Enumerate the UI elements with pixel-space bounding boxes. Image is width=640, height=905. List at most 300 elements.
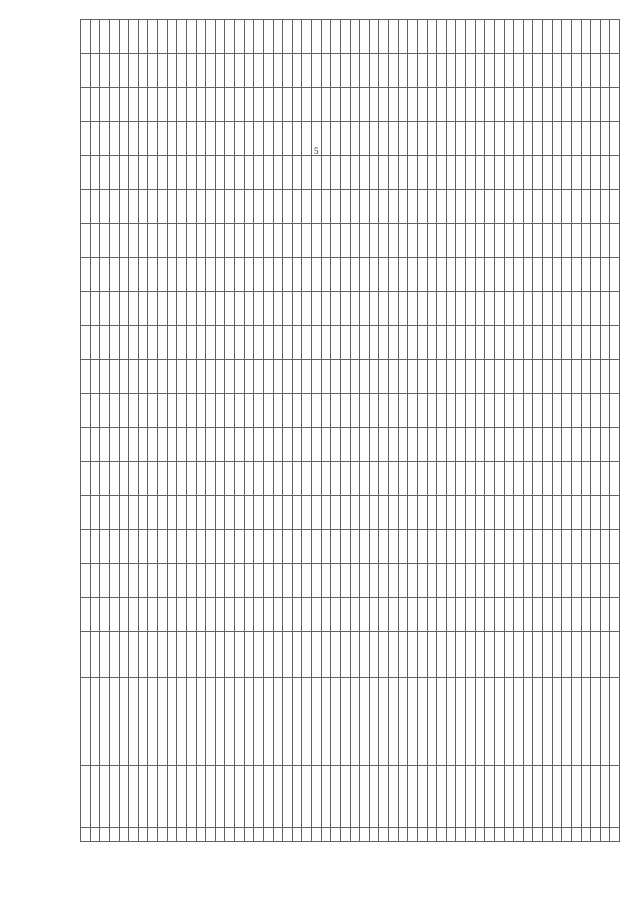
table-cell bbox=[119, 258, 129, 292]
table-row bbox=[610, 20, 620, 842]
table-cell bbox=[148, 190, 158, 224]
table-cell bbox=[206, 530, 216, 564]
table-row bbox=[466, 20, 476, 842]
table-cell bbox=[312, 224, 322, 258]
table-cell bbox=[283, 496, 293, 530]
table-cell bbox=[235, 496, 245, 530]
table-row bbox=[321, 20, 331, 842]
table-cell bbox=[225, 428, 235, 462]
table-cell bbox=[283, 598, 293, 632]
table-cell bbox=[571, 156, 581, 190]
table-cell bbox=[610, 292, 620, 326]
table-cell bbox=[523, 88, 533, 122]
table-row bbox=[283, 20, 293, 842]
table-cell bbox=[273, 224, 283, 258]
table-cell bbox=[225, 190, 235, 224]
table-cell bbox=[446, 530, 456, 564]
table-cell bbox=[485, 156, 495, 190]
table-cell bbox=[523, 156, 533, 190]
table-cell bbox=[254, 292, 264, 326]
table-cell bbox=[167, 190, 177, 224]
table-cell bbox=[148, 394, 158, 428]
table-cell bbox=[581, 326, 591, 360]
table-cell bbox=[138, 122, 148, 156]
table-cell bbox=[408, 394, 418, 428]
table-cell bbox=[331, 462, 341, 496]
table-cell bbox=[312, 766, 322, 828]
table-cell bbox=[494, 360, 504, 394]
table-cell bbox=[263, 326, 273, 360]
table-cell bbox=[600, 258, 610, 292]
table-cell bbox=[283, 678, 293, 766]
table-cell bbox=[340, 258, 350, 292]
table-cell bbox=[552, 394, 562, 428]
table-cell bbox=[523, 632, 533, 678]
table-cell bbox=[138, 88, 148, 122]
table-cell bbox=[206, 88, 216, 122]
table-cell bbox=[129, 326, 139, 360]
table-cell bbox=[504, 564, 514, 598]
table-cell bbox=[504, 326, 514, 360]
table-cell bbox=[206, 678, 216, 766]
table-cell bbox=[273, 54, 283, 88]
table-cell bbox=[100, 394, 110, 428]
table-cell bbox=[331, 360, 341, 394]
table-cell bbox=[292, 292, 302, 326]
table-cell bbox=[514, 766, 524, 828]
table-cell bbox=[302, 766, 312, 828]
table-cell bbox=[158, 632, 168, 678]
table-cell bbox=[167, 156, 177, 190]
table-cell bbox=[331, 632, 341, 678]
table-cell bbox=[485, 292, 495, 326]
table-cell bbox=[398, 224, 408, 258]
table-cell bbox=[81, 462, 91, 496]
table-cell bbox=[504, 156, 514, 190]
table-cell bbox=[360, 292, 370, 326]
table-cell bbox=[562, 88, 572, 122]
table-cell bbox=[206, 598, 216, 632]
table-cell bbox=[562, 54, 572, 88]
table-cell bbox=[514, 462, 524, 496]
table-cell bbox=[398, 530, 408, 564]
table-cell bbox=[273, 828, 283, 842]
table-cell bbox=[340, 292, 350, 326]
table-cell bbox=[543, 828, 553, 842]
table-cell bbox=[466, 496, 476, 530]
table-cell bbox=[225, 828, 235, 842]
table-cell bbox=[437, 190, 447, 224]
table-cell bbox=[379, 326, 389, 360]
table-row bbox=[446, 20, 456, 842]
table-cell bbox=[263, 224, 273, 258]
table-cell bbox=[485, 428, 495, 462]
table-cell bbox=[206, 190, 216, 224]
table-cell bbox=[350, 258, 360, 292]
table-cell bbox=[196, 428, 206, 462]
table-cell bbox=[600, 828, 610, 842]
table-cell bbox=[350, 766, 360, 828]
table-cell bbox=[360, 190, 370, 224]
table-cell bbox=[186, 428, 196, 462]
table-cell bbox=[446, 828, 456, 842]
table-cell bbox=[600, 292, 610, 326]
table-cell bbox=[100, 598, 110, 632]
table-row bbox=[225, 20, 235, 842]
table-cell bbox=[533, 326, 543, 360]
table-cell bbox=[350, 828, 360, 842]
table-cell bbox=[523, 224, 533, 258]
table-cell bbox=[543, 292, 553, 326]
table-cell bbox=[408, 88, 418, 122]
table-cell bbox=[350, 428, 360, 462]
table-cell bbox=[321, 190, 331, 224]
table-cell bbox=[543, 326, 553, 360]
table-cell bbox=[475, 20, 485, 54]
table-cell bbox=[591, 190, 601, 224]
table-cell bbox=[475, 678, 485, 766]
table-cell bbox=[109, 190, 119, 224]
table-cell bbox=[196, 828, 206, 842]
table-cell bbox=[206, 766, 216, 828]
table-cell bbox=[292, 530, 302, 564]
table-cell bbox=[591, 828, 601, 842]
table-cell bbox=[427, 678, 437, 766]
table-cell bbox=[138, 828, 148, 842]
table-row bbox=[129, 20, 139, 842]
table-cell bbox=[100, 224, 110, 258]
table-cell bbox=[456, 20, 466, 54]
table-cell bbox=[244, 326, 254, 360]
table-cell bbox=[312, 632, 322, 678]
table-cell bbox=[398, 190, 408, 224]
table-cell bbox=[244, 360, 254, 394]
table-cell bbox=[186, 564, 196, 598]
table-cell bbox=[562, 326, 572, 360]
table-cell bbox=[263, 598, 273, 632]
table-cell bbox=[398, 394, 408, 428]
table-cell bbox=[417, 496, 427, 530]
table-cell bbox=[158, 122, 168, 156]
table-cell bbox=[446, 496, 456, 530]
table-cell bbox=[571, 122, 581, 156]
table-cell bbox=[562, 530, 572, 564]
table-cell bbox=[408, 828, 418, 842]
table-cell bbox=[263, 258, 273, 292]
table-row bbox=[437, 20, 447, 842]
table-cell bbox=[427, 428, 437, 462]
table-cell bbox=[244, 632, 254, 678]
table-cell bbox=[417, 632, 427, 678]
table-cell bbox=[437, 326, 447, 360]
table-cell bbox=[350, 54, 360, 88]
table-cell bbox=[109, 292, 119, 326]
table-cell bbox=[504, 678, 514, 766]
table-cell bbox=[312, 156, 322, 190]
table-cell bbox=[408, 766, 418, 828]
table-cell bbox=[273, 190, 283, 224]
table-cell bbox=[389, 428, 399, 462]
table-cell bbox=[514, 224, 524, 258]
table-cell bbox=[244, 54, 254, 88]
table-cell bbox=[581, 530, 591, 564]
table-cell bbox=[90, 156, 100, 190]
table-cell bbox=[119, 394, 129, 428]
table-cell bbox=[129, 88, 139, 122]
table-cell bbox=[244, 678, 254, 766]
table-cell bbox=[225, 122, 235, 156]
table-cell bbox=[389, 394, 399, 428]
table-cell bbox=[552, 462, 562, 496]
table-cell bbox=[523, 258, 533, 292]
table-cell bbox=[100, 122, 110, 156]
table-cell bbox=[360, 20, 370, 54]
table-cell bbox=[591, 224, 601, 258]
table-cell bbox=[389, 530, 399, 564]
table-cell bbox=[571, 530, 581, 564]
table-row bbox=[523, 20, 533, 842]
table-cell bbox=[340, 766, 350, 828]
table-cell bbox=[379, 258, 389, 292]
table-cell bbox=[466, 54, 476, 88]
table-cell bbox=[456, 292, 466, 326]
table-cell bbox=[119, 598, 129, 632]
table-cell bbox=[167, 496, 177, 530]
table-cell bbox=[167, 678, 177, 766]
table-cell bbox=[177, 462, 187, 496]
table-cell bbox=[591, 122, 601, 156]
table-cell bbox=[263, 766, 273, 828]
table-cell bbox=[235, 766, 245, 828]
table-cell bbox=[129, 530, 139, 564]
table-cell bbox=[244, 190, 254, 224]
table-row bbox=[235, 20, 245, 842]
table-cell bbox=[321, 496, 331, 530]
table-cell bbox=[321, 292, 331, 326]
table-cell bbox=[167, 394, 177, 428]
table-cell bbox=[90, 360, 100, 394]
table-cell bbox=[571, 678, 581, 766]
table-cell bbox=[408, 462, 418, 496]
table-cell bbox=[437, 360, 447, 394]
table-cell bbox=[254, 598, 264, 632]
table-cell bbox=[177, 496, 187, 530]
table-cell bbox=[109, 428, 119, 462]
table-cell bbox=[186, 88, 196, 122]
table-cell bbox=[600, 632, 610, 678]
table-cell bbox=[446, 598, 456, 632]
table-cell bbox=[119, 766, 129, 828]
table-cell bbox=[206, 292, 216, 326]
table-cell bbox=[350, 88, 360, 122]
table-cell bbox=[129, 632, 139, 678]
table-cell bbox=[571, 428, 581, 462]
table-cell bbox=[340, 224, 350, 258]
table-cell bbox=[398, 122, 408, 156]
table-cell bbox=[581, 258, 591, 292]
table-cell bbox=[562, 496, 572, 530]
table-cell bbox=[581, 598, 591, 632]
table-cell bbox=[446, 462, 456, 496]
table-cell bbox=[389, 598, 399, 632]
table-cell bbox=[321, 20, 331, 54]
table-cell bbox=[543, 88, 553, 122]
table-cell bbox=[263, 190, 273, 224]
table-cell bbox=[485, 766, 495, 828]
table-cell bbox=[186, 678, 196, 766]
table-cell bbox=[514, 258, 524, 292]
table-cell bbox=[466, 828, 476, 842]
table-cell bbox=[379, 360, 389, 394]
table-cell bbox=[379, 462, 389, 496]
table-cell bbox=[360, 678, 370, 766]
table-cell bbox=[417, 766, 427, 828]
table-cell bbox=[369, 564, 379, 598]
table-cell bbox=[427, 156, 437, 190]
table-cell bbox=[100, 530, 110, 564]
table-cell bbox=[263, 530, 273, 564]
table-cell bbox=[408, 54, 418, 88]
table-cell bbox=[100, 462, 110, 496]
table-cell bbox=[119, 292, 129, 326]
table-cell bbox=[446, 394, 456, 428]
table-cell bbox=[215, 54, 225, 88]
table-cell bbox=[427, 632, 437, 678]
table-cell bbox=[206, 428, 216, 462]
table-cell bbox=[456, 530, 466, 564]
table-cell bbox=[100, 428, 110, 462]
table-cell bbox=[196, 224, 206, 258]
table-cell bbox=[591, 598, 601, 632]
table-cell bbox=[379, 496, 389, 530]
table-cell bbox=[177, 766, 187, 828]
table-cell bbox=[456, 428, 466, 462]
table-cell bbox=[427, 766, 437, 828]
table-cell bbox=[138, 224, 148, 258]
table-cell bbox=[417, 20, 427, 54]
table-cell bbox=[235, 20, 245, 54]
table-cell bbox=[235, 54, 245, 88]
table-cell bbox=[494, 394, 504, 428]
table-cell bbox=[196, 292, 206, 326]
table-cell bbox=[331, 122, 341, 156]
table-row bbox=[369, 20, 379, 842]
table-cell bbox=[186, 598, 196, 632]
table-cell bbox=[350, 598, 360, 632]
table-cell bbox=[514, 292, 524, 326]
table-cell bbox=[408, 530, 418, 564]
table-cell bbox=[485, 88, 495, 122]
table-cell bbox=[456, 598, 466, 632]
table-cell bbox=[167, 54, 177, 88]
table-cell bbox=[562, 766, 572, 828]
table-cell bbox=[321, 766, 331, 828]
table-cell bbox=[610, 496, 620, 530]
table-cell bbox=[292, 394, 302, 428]
table-cell bbox=[215, 190, 225, 224]
table-cell bbox=[312, 598, 322, 632]
table-row bbox=[360, 20, 370, 842]
table-cell bbox=[215, 598, 225, 632]
table-cell bbox=[273, 496, 283, 530]
table-cell bbox=[263, 156, 273, 190]
table-cell bbox=[398, 766, 408, 828]
table-cell bbox=[427, 564, 437, 598]
table-cell bbox=[90, 88, 100, 122]
table-cell bbox=[360, 828, 370, 842]
table-cell bbox=[475, 224, 485, 258]
table-cell bbox=[466, 428, 476, 462]
table-cell bbox=[186, 258, 196, 292]
table-cell bbox=[206, 564, 216, 598]
table-cell bbox=[331, 766, 341, 828]
table-cell bbox=[109, 828, 119, 842]
data-table bbox=[80, 19, 620, 842]
table-row bbox=[158, 20, 168, 842]
table-cell bbox=[302, 156, 312, 190]
table-cell bbox=[427, 360, 437, 394]
table-cell bbox=[340, 122, 350, 156]
table-cell bbox=[215, 428, 225, 462]
table-cell bbox=[90, 766, 100, 828]
table-cell bbox=[504, 428, 514, 462]
table-cell bbox=[215, 632, 225, 678]
table-row bbox=[350, 20, 360, 842]
table-cell bbox=[263, 360, 273, 394]
table-cell bbox=[466, 678, 476, 766]
table-cell bbox=[158, 20, 168, 54]
table-cell bbox=[543, 190, 553, 224]
table-row bbox=[408, 20, 418, 842]
table-row bbox=[427, 20, 437, 842]
table-cell bbox=[138, 292, 148, 326]
table-cell bbox=[138, 766, 148, 828]
table-cell bbox=[215, 766, 225, 828]
table-cell bbox=[254, 462, 264, 496]
table-cell bbox=[562, 394, 572, 428]
table-cell bbox=[417, 54, 427, 88]
table-cell bbox=[273, 530, 283, 564]
table-row bbox=[389, 20, 399, 842]
table-cell bbox=[331, 88, 341, 122]
table-cell bbox=[504, 496, 514, 530]
table-cell bbox=[283, 292, 293, 326]
table-cell bbox=[485, 462, 495, 496]
table-cell bbox=[302, 428, 312, 462]
table-cell bbox=[109, 462, 119, 496]
table-cell bbox=[466, 530, 476, 564]
table-cell bbox=[571, 190, 581, 224]
table-cell bbox=[129, 54, 139, 88]
table-cell bbox=[235, 258, 245, 292]
table-cell bbox=[600, 88, 610, 122]
table-cell bbox=[263, 394, 273, 428]
table-cell bbox=[389, 122, 399, 156]
table-cell bbox=[254, 530, 264, 564]
table-cell bbox=[196, 564, 206, 598]
table-cell bbox=[543, 258, 553, 292]
table-cell bbox=[273, 564, 283, 598]
table-cell bbox=[581, 632, 591, 678]
table-cell bbox=[523, 360, 533, 394]
table-cell bbox=[283, 54, 293, 88]
table-cell bbox=[206, 20, 216, 54]
table-cell bbox=[244, 428, 254, 462]
table-cell bbox=[591, 530, 601, 564]
table-cell bbox=[562, 828, 572, 842]
table-cell bbox=[562, 156, 572, 190]
table-cell bbox=[263, 564, 273, 598]
